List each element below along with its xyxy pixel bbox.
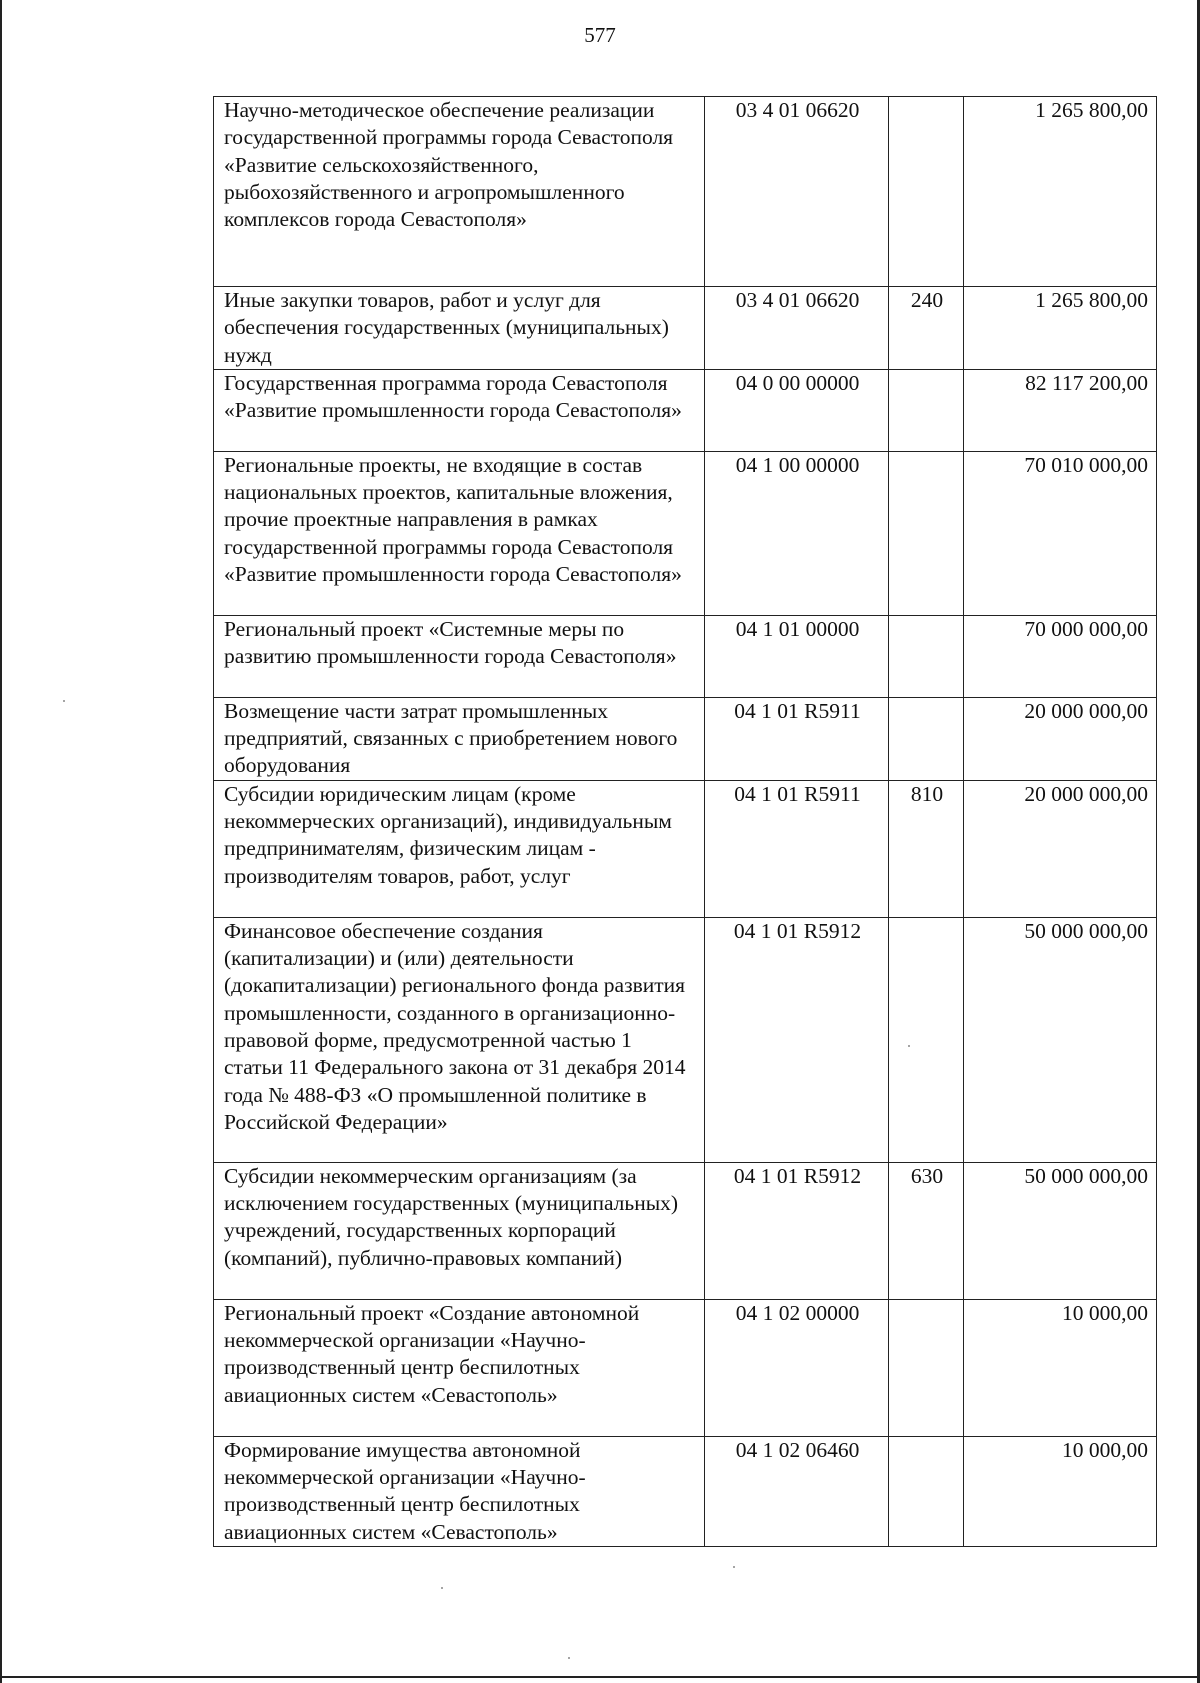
page-number: 577 bbox=[584, 23, 616, 47]
row-amount-cell: 50 000 000,00 bbox=[964, 1162, 1157, 1299]
row-name-cell: Финансовое обеспечение создания (капитализации) и (или) деятельности (докапитализации) регионального фонда развития промышленности, созданного в организационно-правовой форме, предусмотренной частью 1 статьи 11 Федерального закона от 31 декабря 2014 года № 488-ФЗ «О промышленной политике в Российской Федерации» bbox=[214, 917, 705, 1162]
row-name-cell: Субсидии некоммерческим организациям (за исключением государственных (муниципальных) учреждений, государственных корпораций (компаний), публично-правовых компаний) bbox=[214, 1162, 705, 1299]
row-code-cell: 04 1 00 00000 bbox=[705, 451, 889, 615]
row-type-cell: 630 bbox=[889, 1162, 964, 1299]
row-amount-cell: 20 000 000,00 bbox=[964, 697, 1157, 780]
row-name-cell: Научно-методическое обеспечение реализации государственной программы города Севастополя «Развитие сельскохозяйственного, рыбохозяйственного и агропромышленного комплексов города Севастополя» bbox=[214, 97, 705, 287]
row-name-cell: Иные закупки товаров, работ и услуг для обеспечения государственных (муниципальных) нужд bbox=[214, 287, 705, 370]
row-name-cell: Возмещение части затрат промышленных предприятий, связанных с приобретением нового оборудования bbox=[214, 697, 705, 780]
row-type-cell bbox=[889, 697, 964, 780]
table-row bbox=[214, 287, 1157, 370]
row-amount-cell: 1 265 800,00 bbox=[964, 287, 1157, 370]
scan-speck bbox=[908, 1045, 910, 1047]
row-type-cell bbox=[889, 1299, 964, 1436]
row-type-cell bbox=[889, 615, 964, 697]
row-code-cell: 04 1 01 R5911 bbox=[705, 697, 889, 780]
row-name-cell: Субсидии юридическим лицам (кроме некоммерческих организаций), индивидуальным предпринимателям, физическим лицам - производителям товаров, работ, услуг bbox=[214, 780, 705, 917]
row-amount-cell: 10 000,00 bbox=[964, 1436, 1157, 1546]
scan-frame-bottom-edge bbox=[0, 1676, 1200, 1678]
row-code-cell: 04 1 02 06460 bbox=[705, 1436, 889, 1546]
row-code-cell: 04 0 00 00000 bbox=[705, 369, 889, 451]
row-code-cell: 03 4 01 06620 bbox=[705, 97, 889, 287]
row-type-cell: 240 bbox=[889, 287, 964, 370]
table-row bbox=[214, 917, 1157, 1162]
scan-speck bbox=[63, 700, 65, 702]
table-row bbox=[214, 615, 1157, 697]
row-name-cell: Региональные проекты, не входящие в состав национальных проектов, капитальные вложения, прочие проектные направления в рамках государственной программы города Севастополя «Развитие промышленности города Севастополя» bbox=[214, 451, 705, 615]
row-amount-cell: 10 000,00 bbox=[964, 1299, 1157, 1436]
table-row bbox=[214, 1436, 1157, 1546]
row-code-cell: 04 1 01 R5911 bbox=[705, 780, 889, 917]
row-amount-cell: 70 000 000,00 bbox=[964, 615, 1157, 697]
row-name-cell: Региональный проект «Системные меры по развитию промышленности города Севастополя» bbox=[214, 615, 705, 697]
row-code-cell: 04 1 01 R5912 bbox=[705, 1162, 889, 1299]
row-code-cell: 03 4 01 06620 bbox=[705, 287, 889, 370]
table-row bbox=[214, 1299, 1157, 1436]
row-code-cell: 04 1 01 R5912 bbox=[705, 917, 889, 1162]
table-row bbox=[214, 1162, 1157, 1299]
row-type-cell bbox=[889, 97, 964, 287]
row-type-cell bbox=[889, 1436, 964, 1546]
table-row bbox=[214, 369, 1157, 451]
table-row bbox=[214, 97, 1157, 287]
row-code-cell: 04 1 02 00000 bbox=[705, 1299, 889, 1436]
row-amount-cell: 50 000 000,00 bbox=[964, 917, 1157, 1162]
scan-frame-left-edge bbox=[0, 0, 2, 1683]
budget-table bbox=[213, 96, 1157, 1547]
row-type-cell: 810 bbox=[889, 780, 964, 917]
row-name-cell: Государственная программа города Севастополя «Развитие промышленности города Севастополя» bbox=[214, 369, 705, 451]
row-amount-cell: 1 265 800,00 bbox=[964, 97, 1157, 287]
row-name-cell: Формирование имущества автономной некоммерческой организации «Научно-производственный центр беспилотных авиационных систем «Севастополь» bbox=[214, 1436, 705, 1546]
row-type-cell bbox=[889, 369, 964, 451]
row-amount-cell: 70 010 000,00 bbox=[964, 451, 1157, 615]
table-row bbox=[214, 451, 1157, 615]
row-name-cell: Региональный проект «Создание автономной некоммерческой организации «Научно-производственный центр беспилотных авиационных систем «Севастополь» bbox=[214, 1299, 705, 1436]
table-row bbox=[214, 697, 1157, 780]
row-amount-cell: 20 000 000,00 bbox=[964, 780, 1157, 917]
scan-speck bbox=[733, 1566, 735, 1568]
scan-speck bbox=[568, 1657, 570, 1659]
row-amount-cell: 82 117 200,00 bbox=[964, 369, 1157, 451]
scan-speck bbox=[441, 1587, 443, 1589]
table-row bbox=[214, 780, 1157, 917]
row-type-cell bbox=[889, 451, 964, 615]
row-type-cell bbox=[889, 917, 964, 1162]
row-code-cell: 04 1 01 00000 bbox=[705, 615, 889, 697]
